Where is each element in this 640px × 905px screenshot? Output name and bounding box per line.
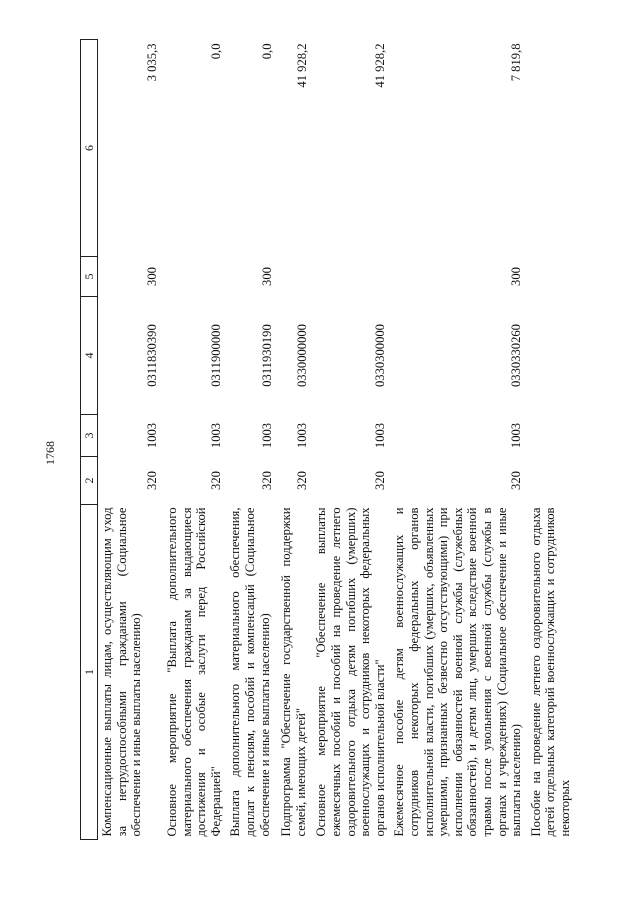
row-code-4: 0311930190 (259, 324, 274, 387)
row-code-4 (527, 297, 576, 415)
row-amount: 3 035,3 (145, 43, 160, 82)
page-number: 1768 (43, 441, 57, 465)
row-code-2: 320 (509, 471, 524, 490)
column-header: 2 (81, 457, 98, 505)
table-row (163, 40, 226, 840)
row-code-4: 0311830390 (145, 324, 160, 387)
column-header: 6 (81, 40, 98, 257)
row-amount: 0,0 (259, 43, 274, 60)
row-code-5: 300 (145, 267, 160, 286)
row-code-2: 320 (372, 471, 387, 490)
row-amount: 41 928,2 (294, 43, 309, 88)
row-code-4: 0330000000 (294, 324, 309, 387)
row-amount: 7 819,8 (509, 43, 524, 82)
row-code-2: 320 (294, 471, 309, 490)
row-code-3 (527, 415, 576, 457)
row-code-2: 320 (259, 471, 274, 490)
row-amount: 0,0 (208, 43, 223, 60)
budget-table (80, 39, 575, 840)
row-description: Основное мероприятие "Выплата дополнительного материального обеспечения гражданам за выдающиеся достижения и особые заслуги перед Российской Федерацией" (165, 507, 223, 837)
table-row (98, 40, 164, 840)
row-code-2: 320 (208, 471, 223, 490)
row-code-4: 0330330260 (509, 324, 524, 387)
rotated-page (80, 40, 610, 840)
row-code-3: 1003 (509, 422, 524, 449)
row-code-5 (277, 257, 312, 297)
row-description: Основное мероприятие "Обеспечение выплаты ежемесячных пособий и пособий на проведение летнего оздоровительного отдыха детям погибших (умерших) военнослужащих и сотрудников некоторых федеральных органов исполнительной власти" (314, 507, 387, 837)
column-header: 1 (81, 505, 98, 840)
table-row (527, 40, 576, 840)
row-code-3: 1003 (372, 422, 387, 449)
row-code-3: 1003 (259, 422, 274, 449)
table-header-row (81, 40, 98, 840)
row-code-2 (527, 457, 576, 505)
row-description: Компенсационные выплаты лицам, осуществляющим уход за нетрудоспособными гражданами (Социальное обеспечение и иные выплаты населению) (100, 507, 144, 837)
row-description: Подпрограмма "Обеспечение государственной поддержки семей, имеющих детей" (279, 507, 308, 837)
row-description: Ежемесячное пособие детям военнослужащих и сотрудников некоторых федеральных органов исполнительной власти, погибших (умерших, объявленных умершими, признанных безвестно отсутствующими) при исполнении обязанностей военной службы (служебных обязанностей), и детям лиц, умерших вследствие военной травмы после увольнения с военной службы (службы в органах и учреждениях) (Социальное обеспечение и иные выплаты населению) (392, 507, 524, 837)
row-description: Выплата дополнительного материального обеспечения, доплат к пенсиям, пособий и компенсаций (Социальное обеспечение и иные выплаты населению) (228, 507, 272, 837)
column-header: 4 (81, 297, 98, 415)
column-header: 5 (81, 257, 98, 297)
row-code-3: 1003 (294, 422, 309, 449)
table-row (277, 40, 312, 840)
row-code-5 (163, 257, 226, 297)
table-row (312, 40, 390, 840)
row-amount (527, 40, 576, 257)
table-row (390, 40, 526, 840)
row-amount: 41 928,2 (372, 43, 387, 88)
row-code-3: 1003 (145, 422, 160, 449)
row-code-5: 300 (259, 267, 274, 286)
row-code-4: 0330300000 (372, 324, 387, 387)
table-row (226, 40, 277, 840)
column-header: 3 (81, 415, 98, 457)
row-code-3: 1003 (208, 422, 223, 449)
row-description: Пособие на проведение летнего оздоровительного отдыха детей отдельных категорий военнослужащих и сотрудников некоторых (528, 507, 572, 837)
row-code-4: 0311900000 (208, 324, 223, 387)
row-code-5 (312, 257, 390, 297)
row-code-2: 320 (145, 471, 160, 490)
row-code-5 (527, 257, 576, 297)
row-code-5: 300 (509, 267, 524, 286)
